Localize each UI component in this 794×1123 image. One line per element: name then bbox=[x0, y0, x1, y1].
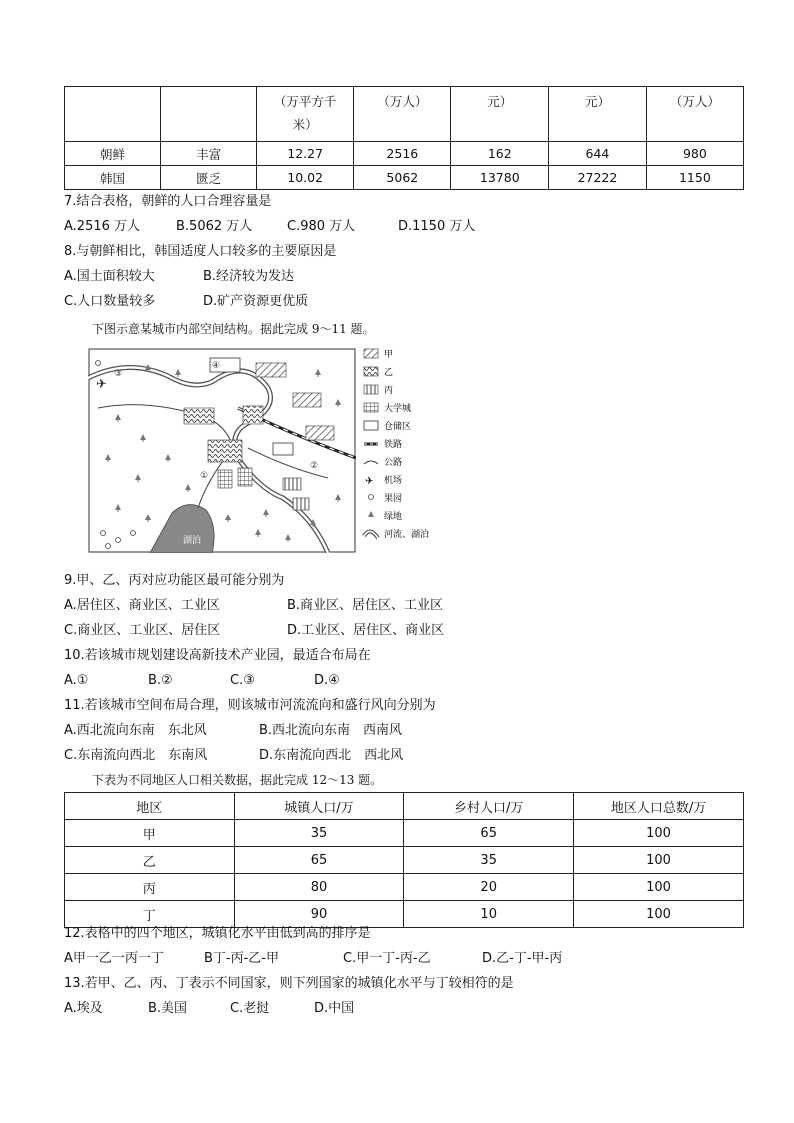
legend-road: 公路 bbox=[384, 458, 403, 468]
option-a[interactable]: A.2516 万人 bbox=[64, 219, 141, 234]
option-c[interactable]: C.东南流向西北 东南风 bbox=[64, 748, 208, 763]
zone-yi bbox=[243, 406, 263, 424]
table-cell: 100 bbox=[574, 901, 744, 928]
question-10-stem: 10.若该城市规划建设高新技术产业园，最适合布局在 bbox=[64, 648, 371, 663]
table-header-cell: 乡村人口/万 bbox=[404, 793, 574, 820]
table-cell: 65 bbox=[234, 847, 404, 874]
site-4: ④ bbox=[212, 361, 221, 371]
table-header-cell: 地区 bbox=[65, 793, 235, 820]
table-header-cell: （万人） bbox=[646, 87, 743, 142]
zone-yi bbox=[208, 440, 242, 462]
option-d[interactable]: D.④ bbox=[314, 673, 340, 688]
table-cell: 980 bbox=[646, 142, 743, 166]
table-header-cell: 元） bbox=[451, 87, 549, 142]
city-structure-map bbox=[88, 348, 356, 553]
table-row bbox=[65, 874, 744, 901]
table-cell: 10.02 bbox=[257, 166, 354, 190]
table-cell: 朝鲜 bbox=[65, 142, 161, 166]
option-a[interactable]: A.① bbox=[64, 673, 89, 688]
option-a[interactable]: A.国土面积较大 bbox=[64, 269, 155, 284]
table-header-cell bbox=[65, 87, 161, 142]
zone-university bbox=[218, 470, 232, 488]
option-d[interactable]: D.矿产资源更优质 bbox=[203, 294, 309, 309]
zone-university bbox=[238, 468, 252, 486]
option-d[interactable]: D.1150 万人 bbox=[398, 219, 476, 234]
legend-yi: 乙 bbox=[384, 368, 394, 378]
zone-bing bbox=[283, 478, 301, 490]
zone-jia bbox=[256, 363, 286, 377]
option-a[interactable]: A甲一乙一丙一丁 bbox=[64, 951, 164, 966]
option-b[interactable]: B丁-丙-乙-甲 bbox=[204, 951, 279, 966]
zone-jia bbox=[293, 393, 321, 407]
table-cell: 丁 bbox=[65, 901, 235, 928]
lake-label: 湖泊 bbox=[183, 536, 202, 546]
legend-airport: 机场 bbox=[384, 476, 403, 486]
site-1: ① bbox=[200, 471, 209, 481]
option-d[interactable]: D.乙-丁-甲-丙 bbox=[482, 951, 563, 966]
table-header-cell: 城镇人口/万 bbox=[234, 793, 404, 820]
legend-warehouse: 仓储区 bbox=[384, 422, 412, 432]
option-c[interactable]: C.甲一丁-丙-乙 bbox=[343, 951, 431, 966]
option-c[interactable]: C.人口数量较多 bbox=[64, 294, 156, 309]
country-comparison-table bbox=[64, 86, 744, 190]
table-cell: 丙 bbox=[65, 874, 235, 901]
option-d[interactable]: D.东南流向西北 西北风 bbox=[259, 748, 404, 763]
table-cell: 13780 bbox=[451, 166, 549, 190]
table-cell: 100 bbox=[574, 874, 744, 901]
zone-bing bbox=[293, 498, 309, 510]
table-cell: 162 bbox=[451, 142, 549, 166]
population-table bbox=[64, 792, 744, 928]
legend-jia: 甲 bbox=[384, 350, 394, 360]
table-cell: 90 bbox=[234, 901, 404, 928]
legend-university: 大学城 bbox=[384, 404, 412, 414]
zone-yi bbox=[184, 408, 214, 424]
table-cell: 80 bbox=[234, 874, 404, 901]
option-d[interactable]: D.中国 bbox=[314, 1001, 355, 1016]
option-a[interactable]: A.西北流向东南 东北风 bbox=[64, 723, 207, 738]
option-b[interactable]: B.西北流向东南 西南风 bbox=[259, 723, 403, 738]
option-b[interactable]: B.5062 万人 bbox=[176, 219, 253, 234]
table-cell: 10 bbox=[404, 901, 574, 928]
option-b[interactable]: B.商业区、居住区、工业区 bbox=[287, 598, 444, 613]
site-2: ② bbox=[310, 461, 319, 471]
question-8-stem: 8.与朝鲜相比，韩国适度人口较多的主要原因是 bbox=[64, 244, 337, 259]
option-c[interactable]: C.老挝 bbox=[230, 1001, 270, 1016]
table-cell: 20 bbox=[404, 874, 574, 901]
table-cell: 35 bbox=[234, 820, 404, 847]
question-11-stem: 11.若该城市空间布局合理，则该城市河流流向和盛行风向分别为 bbox=[64, 698, 436, 713]
table-cell: 100 bbox=[574, 820, 744, 847]
question-7-stem: 7.结合表格，朝鲜的人口合理容量是 bbox=[64, 194, 272, 209]
option-c[interactable]: C.980 万人 bbox=[287, 219, 356, 234]
table-cell: 27222 bbox=[549, 166, 647, 190]
zone-jia bbox=[306, 426, 334, 440]
legend-orchard: 果园 bbox=[384, 494, 403, 504]
table-header-row bbox=[65, 793, 744, 820]
legend-green-land: 绿地 bbox=[384, 512, 403, 522]
option-b[interactable]: B.经济较为发达 bbox=[203, 269, 295, 284]
table-row bbox=[65, 847, 744, 874]
table-row bbox=[65, 142, 744, 166]
site-3: ③ bbox=[114, 369, 123, 379]
map-intro: 下图示意某城市内部空间结构。据此完成 9～11 题。 bbox=[92, 322, 375, 336]
table-cell: 644 bbox=[549, 142, 647, 166]
table-row bbox=[65, 901, 744, 928]
table-header-cell bbox=[161, 87, 257, 142]
option-c[interactable]: C.商业区、工业区、居住区 bbox=[64, 623, 221, 638]
table-cell: 丰富 bbox=[161, 142, 257, 166]
table-row bbox=[65, 166, 744, 190]
legend-railway: 铁路 bbox=[384, 440, 403, 450]
table-header-cell bbox=[257, 87, 354, 142]
legend-river-lake: 河流、湖泊 bbox=[384, 530, 430, 540]
table-header-row bbox=[65, 87, 744, 142]
option-a[interactable]: A.居住区、商业区、工业区 bbox=[64, 598, 220, 613]
table-cell: 乙 bbox=[65, 847, 235, 874]
table-cell: 12.27 bbox=[257, 142, 354, 166]
table-header-cell: 元） bbox=[549, 87, 647, 142]
airport-icon: ✈ bbox=[96, 377, 107, 392]
legend-bing: 丙 bbox=[384, 386, 394, 396]
table-header-cell: （万人） bbox=[354, 87, 451, 142]
option-b[interactable]: B.美国 bbox=[148, 1001, 188, 1016]
airport-icon: ✈ bbox=[365, 476, 374, 487]
table-cell: 100 bbox=[574, 847, 744, 874]
table-cell: 65 bbox=[404, 820, 574, 847]
table-header-text: （万平方千米） bbox=[273, 94, 337, 132]
table-cell: 甲 bbox=[65, 820, 235, 847]
map-legend bbox=[362, 346, 472, 546]
table-row bbox=[65, 820, 744, 847]
table-cell: 韩国 bbox=[65, 166, 161, 190]
option-d[interactable]: D.工业区、居住区、商业区 bbox=[287, 623, 445, 638]
table-cell: 35 bbox=[404, 847, 574, 874]
table-cell: 2516 bbox=[354, 142, 451, 166]
option-b[interactable]: B.② bbox=[148, 673, 173, 688]
table-cell: 1150 bbox=[646, 166, 743, 190]
table-cell: 5062 bbox=[354, 166, 451, 190]
question-12-stem: 12.表格中的四个地区，城镇化水平由低到高的排序是 bbox=[64, 926, 371, 941]
table-cell: 匮乏 bbox=[161, 166, 257, 190]
option-c[interactable]: C.③ bbox=[230, 673, 255, 688]
table-header-cell: 地区人口总数/万 bbox=[574, 793, 744, 820]
question-13-stem: 13.若甲、乙、丙、丁表示不同国家，则下列国家的城镇化水平与丁较相符的是 bbox=[64, 976, 514, 991]
option-a[interactable]: A.埃及 bbox=[64, 1001, 103, 1016]
question-9-stem: 9.甲、乙、丙对应功能区最可能分别为 bbox=[64, 573, 285, 588]
zone-warehouse bbox=[273, 443, 293, 455]
table-intro: 下表为不同地区人口相关数据，据此完成 12～13 题。 bbox=[92, 773, 383, 787]
